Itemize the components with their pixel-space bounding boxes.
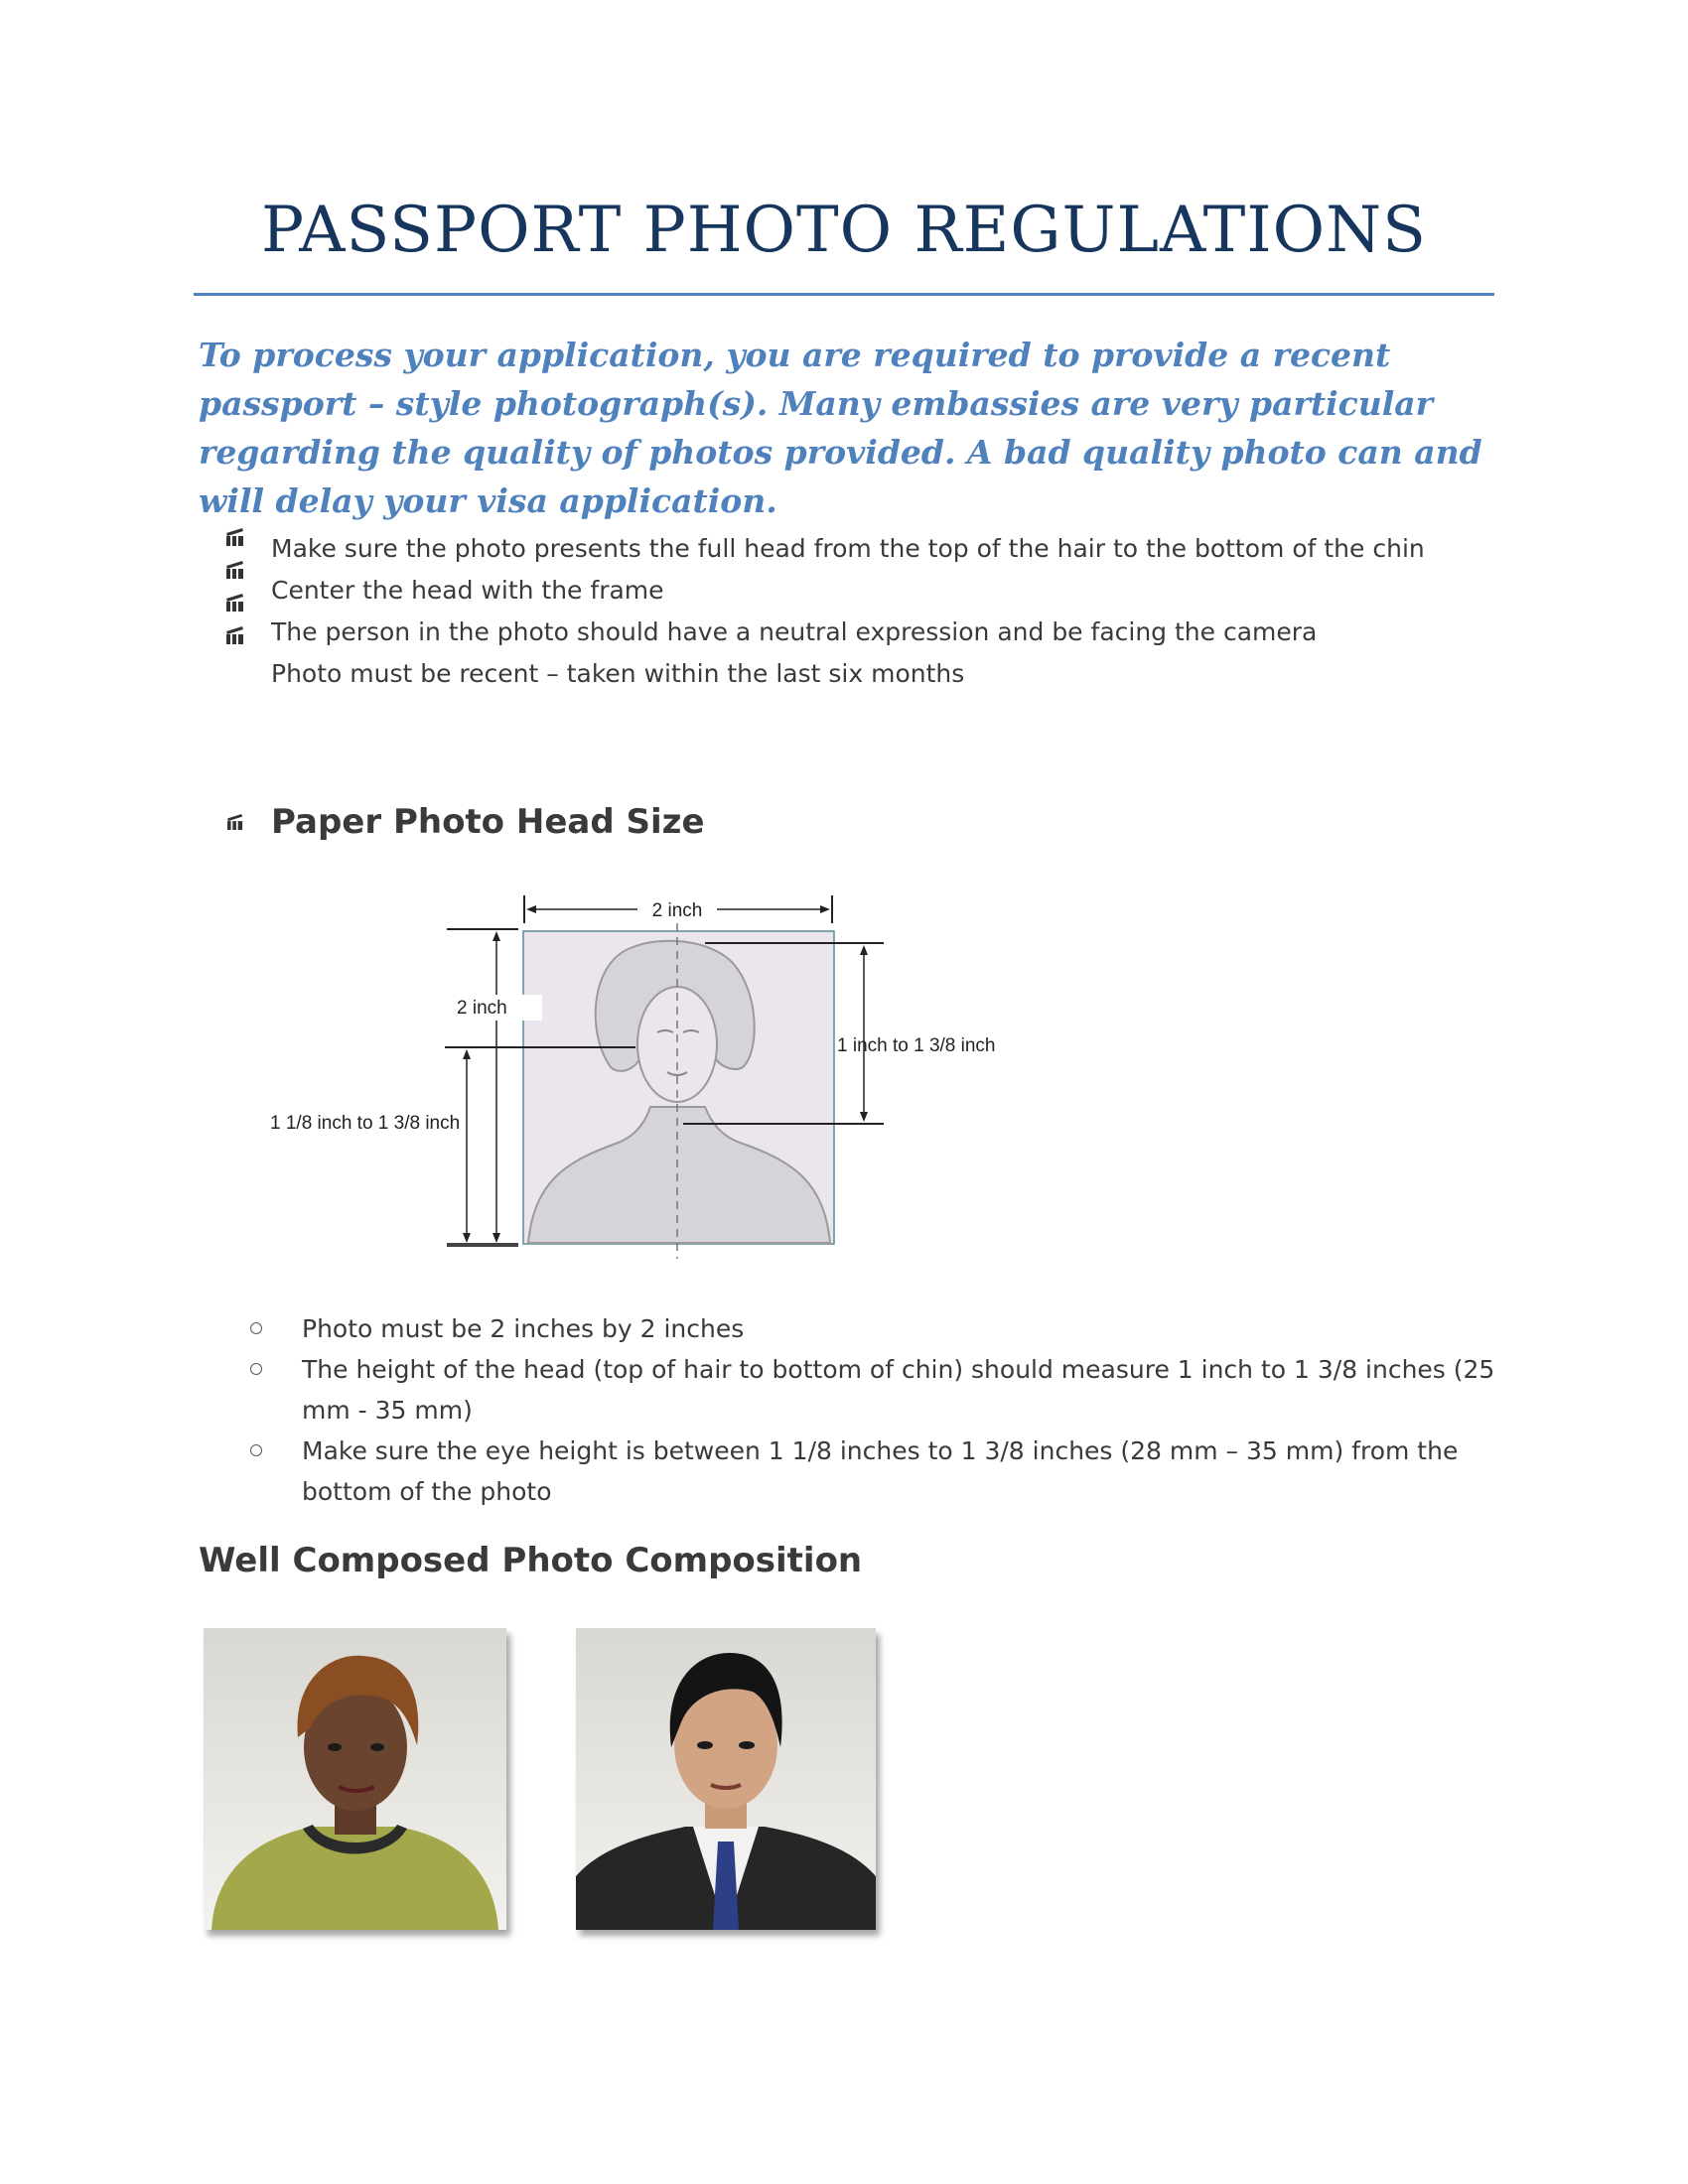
list-item: Make sure the photo presents the full head from the top of the hair to the bottom of the chin <box>271 534 1425 563</box>
head-size-diagram <box>268 884 1043 1271</box>
sample-photo-man <box>576 1628 876 1930</box>
page-title: PASSPORT PHOTO REGULATIONS <box>261 194 1427 267</box>
intro-paragraph: To process your application, you are required to provide a recent passport – style photograph(s). Many embassies are very particular regarding the quality of photos provided. A bad quality photo can and will delay your visa application. <box>199 336 1482 520</box>
eye-height-label: 1 1/8 inch to 1 3/8 inch <box>270 1113 461 1134</box>
composition-heading: Well Composed Photo Composition <box>199 1541 863 1580</box>
silhouette-face <box>637 987 717 1102</box>
clapperboard-bullet-icon <box>226 814 244 830</box>
list-item: Center the head with the frame <box>271 576 664 605</box>
list-item: Photo must be recent – taken within the last six months <box>271 659 965 688</box>
list-item: Make sure the eye height is between 1 1/8 inches to 1 3/8 inches (28 mm – 35 mm) from the bottom of the photo <box>250 1431 1501 1512</box>
hollow-circle-bullet-icon <box>250 1363 262 1375</box>
hollow-circle-bullet-icon <box>250 1322 262 1334</box>
head-height-label: 1 inch to 1 3/8 inch <box>837 1035 996 1056</box>
width-label: 2 inch <box>651 900 703 921</box>
head-size-heading: Paper Photo Head Size <box>226 802 705 842</box>
list-item: The height of the head (top of hair to bottom of chin) should measure 1 inch to 1 3/8 inches (25 mm - 35 mm) <box>250 1349 1501 1431</box>
title-divider <box>194 293 1494 296</box>
list-item: The person in the photo should have a neutral expression and be facing the camera <box>271 617 1318 646</box>
sample-photo-woman <box>204 1628 506 1930</box>
requirements-list <box>226 528 1517 695</box>
clapperboard-bullet-icon <box>226 528 246 657</box>
height-label: 2 inch <box>457 998 507 1019</box>
hollow-circle-bullet-icon <box>250 1444 262 1456</box>
photo-size-list <box>250 1308 1501 1512</box>
list-item: Photo must be 2 inches by 2 inches <box>250 1308 1501 1349</box>
